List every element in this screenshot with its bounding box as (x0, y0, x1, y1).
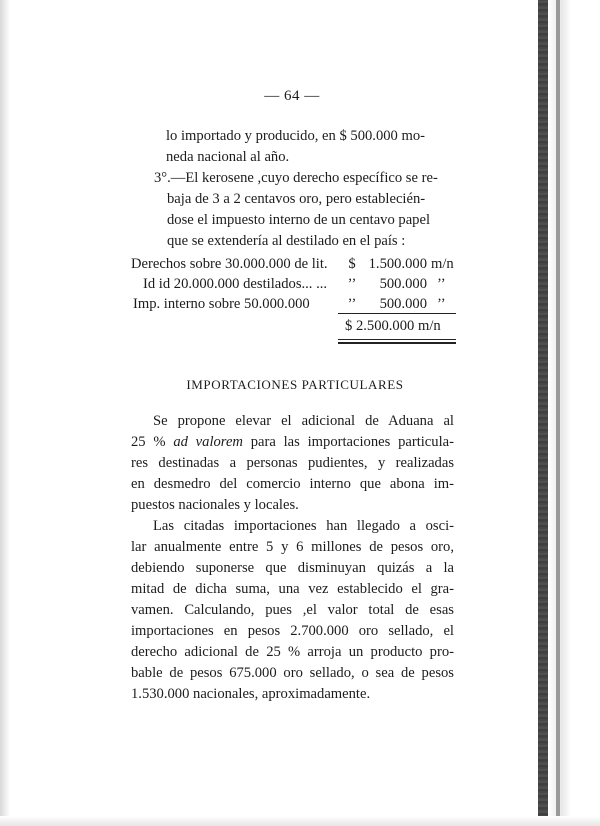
row-amount: 500.000 (379, 296, 427, 312)
text-line: dose el impuesto interno de un centavo papel (167, 212, 431, 228)
row-unit: ’’ (437, 276, 446, 292)
text-fragment: 25 % (131, 434, 174, 450)
row-currency: ’’ (347, 276, 357, 292)
text-line: en desmedro del comercio interno que abona im- (131, 476, 454, 492)
row-unit: ’’ (437, 296, 446, 312)
spine-light-strip (556, 0, 560, 826)
text-line: Se propone elevar el adicional de Aduana al (153, 413, 454, 429)
row-unit: m/n (431, 256, 454, 272)
paragraph-continuation (166, 126, 456, 168)
table-row (131, 256, 461, 276)
book-spine-edge (536, 0, 600, 826)
left-page-shadow (0, 0, 10, 826)
text-line (131, 432, 454, 453)
text-line: importaciones en pesos 2.700.000 oro sellado, el (131, 623, 454, 639)
row-description: Derechos sobre 30.000.000 de lit. (131, 256, 328, 272)
page-number: — 64 — (264, 88, 320, 104)
row-currency: $ (348, 256, 356, 272)
text-line: neda nacional al año. (166, 149, 290, 165)
double-rule-top (338, 339, 456, 340)
paragraph-proposal (131, 411, 454, 516)
paragraph-kerosene (154, 168, 456, 252)
text-line: debiendo suponerse que disminuyan quizás a la (131, 560, 454, 576)
row-amount: 1.500.000 (368, 256, 427, 272)
text-line: puestos nacionales y locales. (131, 497, 299, 513)
paragraph-estimate (131, 516, 454, 705)
text-line: Las citadas importaciones han llegado a osci- (153, 518, 454, 534)
sum-rule (338, 313, 456, 314)
row-description: Id id 20.000.000 destilados... ... (143, 276, 328, 292)
text-line: vamen. Calculando, pues ,el valor total de esas (131, 602, 454, 618)
text-line: baja de 3 a 2 centavos oro, pero establecién- (167, 191, 426, 207)
text-line: bable de pesos 675.000 oro sellado, o sea de pesos (131, 665, 454, 681)
double-rule-bottom (338, 342, 456, 344)
revenue-table (131, 256, 461, 316)
text-fragment: para las importaciones particula- (242, 434, 454, 450)
bottom-page-edge (0, 816, 600, 826)
text-line: que se extendería al destilado en el país : (167, 233, 406, 249)
text-line: 3°.—El kerosene ,cuyo derecho específico se re- (154, 170, 438, 186)
row-amount: 500.000 (379, 276, 427, 292)
section-heading: IMPORTACIONES PARTICULARES (186, 377, 404, 392)
table-row (131, 276, 461, 296)
text-line: lo importado y producido, en $ 500.000 mo- (166, 128, 426, 144)
text-line: derecho adicional de 25 % arroja un producto pro- (131, 644, 454, 660)
italic-phrase: ad valorem (173, 434, 243, 450)
text-line: lar anualmente entre 5 y 6 millones de pesos oro, (131, 539, 454, 555)
row-description: Imp. interno sobre 50.000.000 (133, 296, 310, 312)
row-currency: ’’ (347, 296, 357, 312)
text-line: res destinadas a personas pudientes, y realizadas (131, 455, 454, 471)
table-total: $ 2.500.000 m/n (345, 318, 441, 334)
text-line: 1.530.000 nacionales, aproximadamente. (131, 686, 371, 702)
spine-dark-strip (538, 0, 548, 826)
text-line: mitad de dicha suma, una vez establecido el gra- (131, 581, 454, 597)
